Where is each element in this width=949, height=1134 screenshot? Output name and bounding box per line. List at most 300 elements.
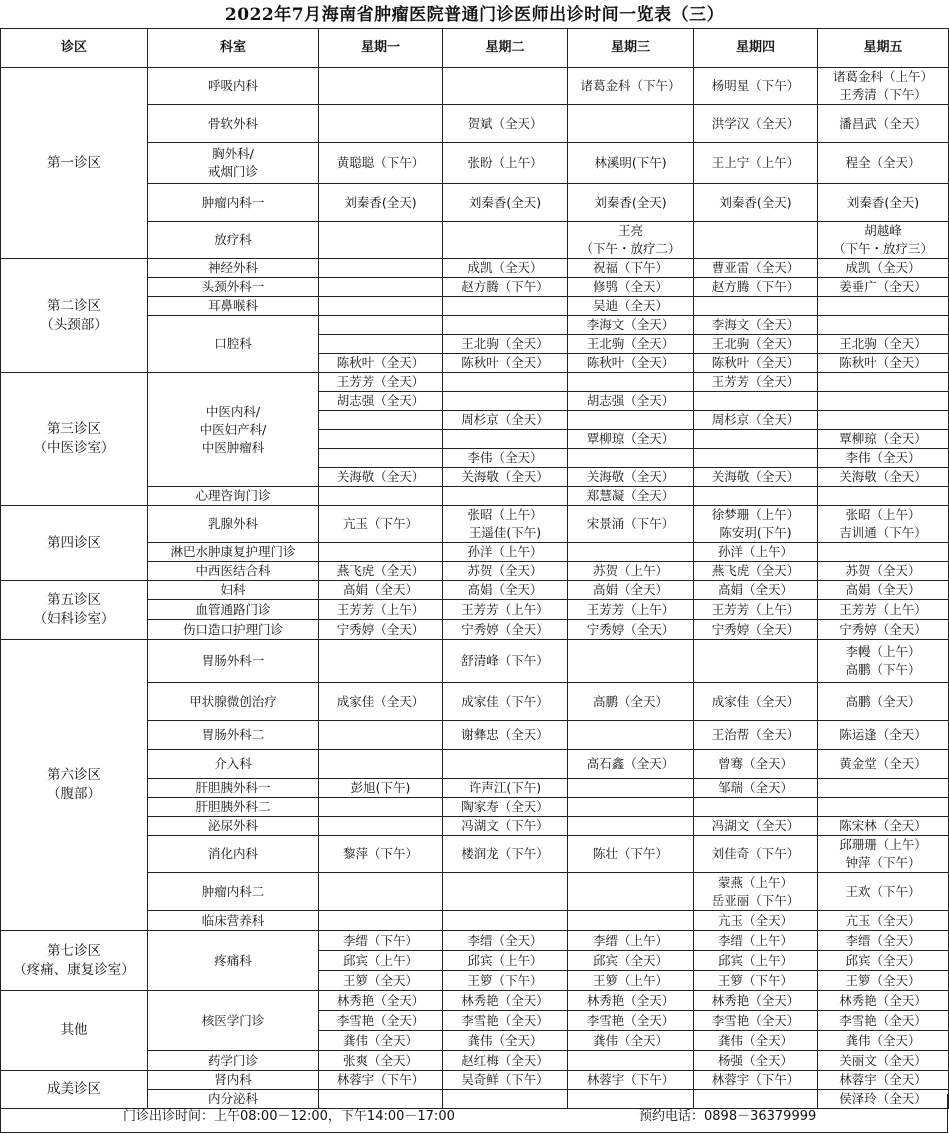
department-cell bbox=[148, 373, 319, 487]
schedule-cell bbox=[443, 640, 568, 683]
weekday-header: 星期五 bbox=[818, 29, 949, 68]
doctor-shift-line: 刘秦香(全天) bbox=[846, 194, 920, 210]
booking-phone: 预约电话：0898－36379999 bbox=[639, 1109, 817, 1124]
schedule-cell bbox=[319, 468, 443, 487]
schedule-cell bbox=[568, 543, 694, 562]
doctor-shift-line: 王芳芳（上午） bbox=[586, 601, 675, 617]
table-row bbox=[1, 259, 949, 278]
department-cell bbox=[148, 817, 319, 836]
schedule-cell bbox=[818, 721, 949, 750]
doctor-shift-line: 杨强（全天） bbox=[717, 1052, 793, 1068]
doctor-shift-line: 张昭（上午） bbox=[845, 507, 921, 522]
schedule-cell bbox=[443, 562, 568, 581]
doctor-shift-line: 林秀艳（全天） bbox=[711, 992, 800, 1008]
header-row bbox=[1, 29, 949, 68]
schedule-cell bbox=[818, 873, 949, 911]
doctor-shift-line: 林蓉宇（下午） bbox=[336, 1072, 425, 1087]
doctor-shift-line: 冯湖文（下午） bbox=[461, 818, 549, 833]
doctor-shift-line: 李缙（上午） bbox=[592, 932, 668, 948]
doctor-shift-line: 刘秦香(全天) bbox=[594, 194, 667, 210]
doctor-shift-line: 林蓉宇（下午） bbox=[711, 1072, 800, 1087]
doctor-shift-line: 亢玉（全天） bbox=[845, 912, 921, 928]
department-name-line: 泌尿外科 bbox=[207, 818, 258, 833]
schedule-cell bbox=[319, 354, 443, 373]
department-name-line: 血管通路门诊 bbox=[195, 601, 271, 617]
schedule-cell bbox=[568, 468, 694, 487]
doctor-shift-line: 邱宾（全天） bbox=[592, 952, 668, 968]
doctor-shift-line: 林蓉宇（全天） bbox=[839, 1072, 927, 1087]
schedule-cell bbox=[443, 543, 568, 562]
doctor-shift-line: 冯湖文（全天） bbox=[711, 818, 800, 833]
zone-name-line: （疼痛、康复诊室） bbox=[13, 961, 135, 978]
doctor-shift-line: 曾骞（全天） bbox=[717, 756, 793, 771]
doctor-shift-line: 亢玉（下午） bbox=[342, 516, 418, 531]
schedule-cell bbox=[818, 640, 949, 683]
doctor-shift-line: 关海敬（全天） bbox=[711, 469, 800, 484]
schedule-cell bbox=[319, 640, 443, 683]
doctor-shift-line: 苏贺（上午） bbox=[592, 563, 668, 578]
department-name-line: 肝胆胰外科二 bbox=[195, 799, 271, 814]
weekday-header: 星期二 bbox=[443, 29, 568, 68]
schedule-cell bbox=[818, 581, 949, 600]
schedule-cell bbox=[694, 1071, 818, 1090]
schedule-cell bbox=[694, 143, 818, 184]
doctor-shift-line: 周杉京（全天） bbox=[711, 412, 800, 427]
schedule-cell bbox=[319, 600, 443, 620]
schedule-cell bbox=[319, 487, 443, 506]
doctor-shift-line: 李海文（全天） bbox=[586, 317, 675, 332]
doctor-shift-line: 关丽文（全天） bbox=[839, 1052, 927, 1068]
schedule-cell bbox=[818, 951, 949, 971]
doctor-shift-line: 龚伟（全天） bbox=[717, 1032, 793, 1048]
schedule-cell bbox=[443, 1011, 568, 1031]
department-cell bbox=[148, 620, 319, 640]
doctor-shift-line: 龚伟（全天） bbox=[592, 1032, 668, 1048]
schedule-cell bbox=[568, 951, 694, 971]
schedule-cell bbox=[818, 779, 949, 798]
schedule-cell bbox=[818, 68, 949, 105]
doctor-shift-line: 陈宋林（全天） bbox=[839, 818, 927, 833]
doctor-shift-line: 高娟（全天） bbox=[717, 582, 793, 597]
department-cell bbox=[148, 836, 319, 873]
doctor-shift-line: 张爽（全天） bbox=[342, 1052, 418, 1068]
schedule-cell bbox=[694, 316, 818, 335]
doctor-shift-line: 王箩（下午） bbox=[717, 972, 793, 988]
schedule-cell bbox=[319, 506, 443, 543]
schedule-cell bbox=[818, 487, 949, 506]
schedule-cell bbox=[694, 411, 818, 430]
zone-name-line: （头颈部） bbox=[40, 316, 108, 333]
schedule-cell bbox=[694, 354, 818, 373]
doctor-shift-line: 蒙燕（上午） bbox=[717, 874, 793, 890]
schedule-cell bbox=[818, 316, 949, 335]
schedule-cell bbox=[319, 798, 443, 817]
schedule-cell bbox=[443, 506, 568, 543]
schedule-cell bbox=[568, 683, 694, 721]
schedule-cell bbox=[319, 335, 443, 354]
department-cell bbox=[148, 543, 319, 562]
schedule-cell bbox=[694, 335, 818, 354]
table-row bbox=[1, 931, 949, 951]
doctor-shift-line: 舒清峰（下午） bbox=[461, 653, 549, 668]
schedule-cell bbox=[319, 259, 443, 278]
doctor-shift-line: 贺斌（全天） bbox=[467, 115, 543, 131]
column-header: 诊区 bbox=[1, 29, 148, 68]
doctor-shift-line: 胡越峰 bbox=[864, 223, 902, 238]
doctor-shift-line: 苏贺（全天） bbox=[467, 563, 543, 578]
doctor-shift-line: 陈秋叶（全天） bbox=[839, 355, 927, 370]
doctor-shift-line: 岳亚丽（下午） bbox=[711, 892, 800, 908]
schedule-cell bbox=[443, 487, 568, 506]
doctor-shift-line: 宋景涌（下午） bbox=[586, 516, 675, 531]
doctor-shift-line: 覃柳琼（全天） bbox=[839, 431, 927, 446]
schedule-cell bbox=[319, 1011, 443, 1031]
schedule-cell bbox=[694, 543, 818, 562]
schedule-cell bbox=[694, 562, 818, 581]
doctor-shift-line: 林蓉宇（下午） bbox=[586, 1072, 675, 1087]
schedule-cell bbox=[568, 449, 694, 468]
doctor-shift-line: 彭旭(下午) bbox=[350, 780, 411, 795]
department-name-line: 甲状腺微创治疗 bbox=[189, 693, 277, 709]
doctor-shift-line: 林秀艳（全天） bbox=[586, 992, 675, 1008]
department-name-line: 放疗科 bbox=[214, 232, 252, 247]
table-row bbox=[1, 68, 949, 105]
schedule-cell bbox=[818, 991, 949, 1011]
doctor-shift-line: 李雪艳（全天） bbox=[336, 1012, 425, 1028]
schedule-cell bbox=[694, 1031, 818, 1051]
schedule-cell bbox=[818, 354, 949, 373]
department-name-line: 耳鼻喉科 bbox=[207, 298, 258, 313]
schedule-cell bbox=[568, 105, 694, 143]
schedule-cell bbox=[568, 620, 694, 640]
column-header: 科室 bbox=[148, 29, 319, 68]
schedule-cell bbox=[694, 278, 818, 297]
schedule-cell bbox=[568, 721, 694, 750]
doctor-shift-line: 黄聪聪（下午） bbox=[336, 155, 425, 170]
department-cell bbox=[148, 259, 319, 278]
doctor-shift-line: 陈秋叶（全天） bbox=[586, 355, 675, 370]
department-cell bbox=[148, 222, 319, 259]
department-name-line: 戒烟门诊 bbox=[207, 164, 258, 179]
department-name-line: 核医学门诊 bbox=[201, 1012, 265, 1028]
schedule-cell bbox=[568, 911, 694, 931]
schedule-cell bbox=[319, 931, 443, 951]
schedule-cell bbox=[443, 430, 568, 449]
doctor-shift-line: 龚伟（全天） bbox=[845, 1032, 921, 1048]
zone-name-line: （妇科诊室） bbox=[33, 611, 115, 627]
schedule-cell bbox=[694, 817, 818, 836]
doctor-shift-line: 陶家寿（全天） bbox=[461, 799, 549, 814]
department-cell bbox=[148, 721, 319, 750]
department-name-line: 胸外科/ bbox=[212, 146, 254, 161]
doctor-shift-line: 陈运逢（全天） bbox=[839, 727, 927, 742]
doctor-shift-line: （下午・放疗三） bbox=[832, 241, 933, 256]
schedule-cell bbox=[443, 1031, 568, 1051]
zone-name-line: 第五诊区 bbox=[47, 592, 101, 608]
schedule-cell bbox=[818, 836, 949, 873]
department-cell bbox=[148, 487, 319, 506]
schedule-cell bbox=[818, 750, 949, 779]
schedule-cell bbox=[568, 991, 694, 1011]
schedule-cell bbox=[319, 297, 443, 316]
schedule-cell bbox=[443, 620, 568, 640]
schedule-cell bbox=[568, 836, 694, 873]
schedule-cell bbox=[568, 354, 694, 373]
schedule-cell bbox=[694, 798, 818, 817]
schedule-cell bbox=[319, 836, 443, 873]
schedule-cell bbox=[568, 297, 694, 316]
department-name-line: 心理咨询门诊 bbox=[195, 488, 271, 503]
doctor-shift-line: 高鹏（下午） bbox=[845, 662, 921, 677]
doctor-shift-line: 王治帮（全天） bbox=[711, 727, 800, 742]
schedule-cell bbox=[694, 297, 818, 316]
schedule-cell bbox=[694, 468, 818, 487]
department-name-line: 胃肠外科一 bbox=[201, 653, 265, 668]
schedule-cell bbox=[568, 68, 694, 105]
department-name-line: 肾内科 bbox=[214, 1072, 252, 1087]
department-name-line: 消化内科 bbox=[207, 846, 258, 861]
doctor-shift-line: 高鹏（全天） bbox=[845, 693, 921, 709]
schedule-cell bbox=[818, 335, 949, 354]
department-name-line: 中医肿瘤科 bbox=[201, 439, 265, 455]
schedule-cell bbox=[818, 184, 949, 222]
schedule-cell bbox=[568, 817, 694, 836]
doctor-shift-line: 亢玉（全天） bbox=[717, 912, 793, 928]
schedule-cell bbox=[443, 373, 568, 392]
schedule-cell bbox=[818, 971, 949, 991]
schedule-cell bbox=[694, 487, 818, 506]
doctor-shift-line: 陈秋叶（全天） bbox=[461, 355, 549, 370]
schedule-cell bbox=[568, 392, 694, 411]
doctor-shift-line: 成家佳（全天） bbox=[711, 693, 800, 709]
schedule-cell bbox=[694, 836, 818, 873]
schedule-cell bbox=[818, 259, 949, 278]
schedule-cell bbox=[443, 222, 568, 259]
schedule-cell bbox=[443, 468, 568, 487]
doctor-shift-line: 诸葛金科（下午） bbox=[580, 78, 681, 93]
department-name-line: 中医内科/ bbox=[205, 403, 261, 419]
schedule-cell bbox=[818, 449, 949, 468]
doctor-shift-line: 王芳芳（全天） bbox=[711, 374, 800, 389]
schedule-cell bbox=[818, 1011, 949, 1031]
department-cell bbox=[148, 506, 319, 543]
doctor-shift-line: 李缙（全天） bbox=[467, 932, 543, 948]
doctor-shift-line: 孙洋（上午） bbox=[717, 544, 793, 559]
department-name-line: 内分泌科 bbox=[207, 1091, 258, 1106]
schedule-cell bbox=[443, 991, 568, 1011]
doctor-shift-line: 王芳芳（上午） bbox=[461, 601, 549, 617]
doctor-shift-line: 赵红梅（全天） bbox=[461, 1052, 549, 1068]
doctor-shift-line: 王北驹（全天） bbox=[711, 336, 800, 351]
doctor-shift-line: 王芳芳（上午） bbox=[839, 601, 927, 617]
doctor-shift-line: 刘秦香(全天) bbox=[468, 194, 542, 210]
doctor-shift-line: 赵方腾（下午） bbox=[711, 279, 800, 294]
schedule-cell bbox=[319, 449, 443, 468]
schedule-cell bbox=[818, 562, 949, 581]
schedule-cell bbox=[818, 911, 949, 931]
schedule-cell bbox=[694, 911, 818, 931]
doctor-shift-line: 李幔（上午） bbox=[845, 644, 921, 659]
schedule-cell bbox=[818, 683, 949, 721]
doctor-shift-line: 宁秀婷（全天） bbox=[711, 621, 800, 637]
doctor-shift-line: 陈秋叶（全天） bbox=[711, 355, 800, 370]
schedule-cell bbox=[443, 873, 568, 911]
schedule-cell bbox=[319, 562, 443, 581]
doctor-shift-line: 王北驹（全天） bbox=[461, 336, 549, 351]
schedule-cell bbox=[319, 779, 443, 798]
schedule-cell bbox=[443, 581, 568, 600]
doctor-shift-line: 王秀清（下午） bbox=[839, 87, 927, 102]
zone-cell bbox=[1, 373, 148, 506]
schedule-cell bbox=[443, 971, 568, 991]
page-title: 2022年7月海南省肿瘤医院普通门诊医师出诊时间一览表（三） bbox=[224, 5, 725, 25]
schedule-cell bbox=[694, 259, 818, 278]
schedule-cell bbox=[818, 143, 949, 184]
schedule-cell bbox=[443, 259, 568, 278]
doctor-shift-line: 杨明星（下午） bbox=[711, 78, 800, 93]
schedule-cell bbox=[818, 430, 949, 449]
department-name-line: 伤口造口护理门诊 bbox=[182, 621, 283, 637]
department-cell bbox=[148, 143, 319, 184]
schedule-cell bbox=[818, 506, 949, 543]
schedule-cell bbox=[319, 951, 443, 971]
table-row bbox=[1, 506, 949, 543]
department-name-line: 头颈外科一 bbox=[201, 279, 265, 294]
doctor-shift-line: 龚伟（全天） bbox=[467, 1032, 543, 1048]
doctor-shift-line: 关海敬（全天） bbox=[336, 469, 425, 484]
doctor-shift-line: 吴迪（全天） bbox=[592, 298, 668, 313]
schedule-cell bbox=[443, 278, 568, 297]
schedule-cell bbox=[694, 951, 818, 971]
doctor-shift-line: 郑慧凝（全天） bbox=[586, 488, 675, 503]
schedule-cell bbox=[568, 750, 694, 779]
department-name-line: 疼痛科 bbox=[214, 952, 252, 968]
schedule-cell bbox=[319, 278, 443, 297]
zone-cell bbox=[1, 68, 148, 259]
schedule-cell bbox=[694, 581, 818, 600]
doctor-shift-line: 刘秦香(全天) bbox=[719, 194, 792, 210]
department-cell bbox=[148, 1071, 319, 1090]
department-cell bbox=[148, 640, 319, 683]
schedule-cell bbox=[818, 468, 949, 487]
zone-name-line: 第四诊区 bbox=[47, 534, 101, 551]
schedule-cell bbox=[694, 721, 818, 750]
schedule-cell bbox=[694, 222, 818, 259]
doctor-shift-line: 徐梦珊（上午） bbox=[711, 507, 800, 522]
schedule-cell bbox=[443, 683, 568, 721]
department-cell bbox=[148, 600, 319, 620]
doctor-shift-line: 燕飞虎（全天） bbox=[711, 563, 800, 578]
doctor-shift-line: 王北驹（全天） bbox=[586, 336, 675, 351]
table-row bbox=[1, 991, 949, 1011]
schedule-cell bbox=[694, 750, 818, 779]
schedule-cell bbox=[319, 581, 443, 600]
schedule-cell bbox=[818, 392, 949, 411]
schedule-cell bbox=[443, 750, 568, 779]
doctor-shift-line: 邹瑞（全天） bbox=[717, 780, 793, 795]
doctor-shift-line: 胡志强（全天） bbox=[586, 393, 675, 408]
zone-name-line: 第二诊区 bbox=[47, 297, 101, 314]
department-name-line: 肝胆胰外科一 bbox=[195, 780, 271, 795]
doctor-shift-line: 侯泽玲（全天） bbox=[839, 1091, 927, 1106]
department-cell bbox=[148, 581, 319, 600]
doctor-shift-line: 关海敬（全天） bbox=[839, 469, 927, 484]
schedule-cell bbox=[694, 449, 818, 468]
doctor-shift-line: 王箩（上午） bbox=[592, 972, 668, 988]
schedule-cell bbox=[818, 278, 949, 297]
schedule-cell bbox=[568, 1011, 694, 1031]
doctor-shift-line: 钟萍（下午） bbox=[845, 855, 921, 870]
zone-name-line: 第一诊区 bbox=[47, 154, 101, 171]
schedule-cell bbox=[568, 562, 694, 581]
schedule-cell bbox=[694, 991, 818, 1011]
doctor-shift-line: 林秀艳（全天） bbox=[461, 992, 549, 1008]
schedule-cell bbox=[443, 449, 568, 468]
doctor-shift-line: 苏贺（全天） bbox=[845, 563, 921, 578]
schedule-cell bbox=[694, 68, 818, 105]
department-cell bbox=[148, 779, 319, 798]
doctor-shift-line: 邱宾（上午） bbox=[467, 952, 543, 968]
schedule-cell bbox=[694, 971, 818, 991]
doctor-shift-line: 邱宾（上午） bbox=[342, 952, 418, 968]
zone-cell bbox=[1, 581, 148, 640]
doctor-shift-line: 赵方腾（下午） bbox=[461, 279, 549, 294]
doctor-shift-line: 宁秀婷（全天） bbox=[461, 621, 549, 637]
doctor-shift-line: 高娟（全天） bbox=[592, 582, 668, 597]
doctor-shift-line: 邱宾（全天） bbox=[845, 952, 921, 968]
schedule-cell bbox=[319, 373, 443, 392]
doctor-shift-line: 吴奇鲜（下午） bbox=[461, 1072, 549, 1087]
department-cell bbox=[148, 798, 319, 817]
department-cell bbox=[148, 750, 319, 779]
schedule-cell bbox=[443, 779, 568, 798]
department-name-line: 妇科 bbox=[220, 582, 246, 597]
schedule-cell bbox=[694, 392, 818, 411]
schedule-cell bbox=[443, 721, 568, 750]
zone-name-line: 第三诊区 bbox=[47, 421, 101, 437]
schedule-cell bbox=[818, 411, 949, 430]
schedule-cell bbox=[319, 143, 443, 184]
schedule-cell bbox=[568, 931, 694, 951]
department-cell bbox=[148, 105, 319, 143]
department-cell bbox=[148, 991, 319, 1051]
doctor-shift-line: 林秀艳（全天） bbox=[839, 992, 927, 1008]
zone-cell bbox=[1, 931, 148, 991]
schedule-cell bbox=[319, 911, 443, 931]
schedule-cell bbox=[319, 543, 443, 562]
schedule-cell bbox=[694, 105, 818, 143]
schedule-cell bbox=[694, 373, 818, 392]
department-name-line: 肿瘤内科二 bbox=[201, 883, 265, 899]
doctor-shift-line: 李缙（全天） bbox=[845, 932, 921, 948]
doctor-shift-line: 胡志强（全天） bbox=[336, 393, 425, 408]
zone-cell bbox=[1, 991, 148, 1071]
schedule-cell bbox=[568, 335, 694, 354]
schedule-cell bbox=[319, 1051, 443, 1071]
doctor-shift-line: 孙洋（上午） bbox=[467, 544, 543, 559]
schedule-cell bbox=[568, 581, 694, 600]
zone-cell bbox=[1, 640, 148, 931]
department-cell bbox=[148, 68, 319, 105]
schedule-cell bbox=[694, 683, 818, 721]
schedule-cell bbox=[818, 1051, 949, 1071]
doctor-shift-line: 关海敬（全天） bbox=[586, 469, 675, 484]
schedule-cell bbox=[568, 184, 694, 222]
department-name-line: 口腔科 bbox=[214, 336, 252, 351]
doctor-shift-line: 龚伟（全天） bbox=[342, 1032, 418, 1048]
doctor-shift-line: 周杉京（全天） bbox=[461, 412, 549, 427]
schedule-cell bbox=[319, 817, 443, 836]
